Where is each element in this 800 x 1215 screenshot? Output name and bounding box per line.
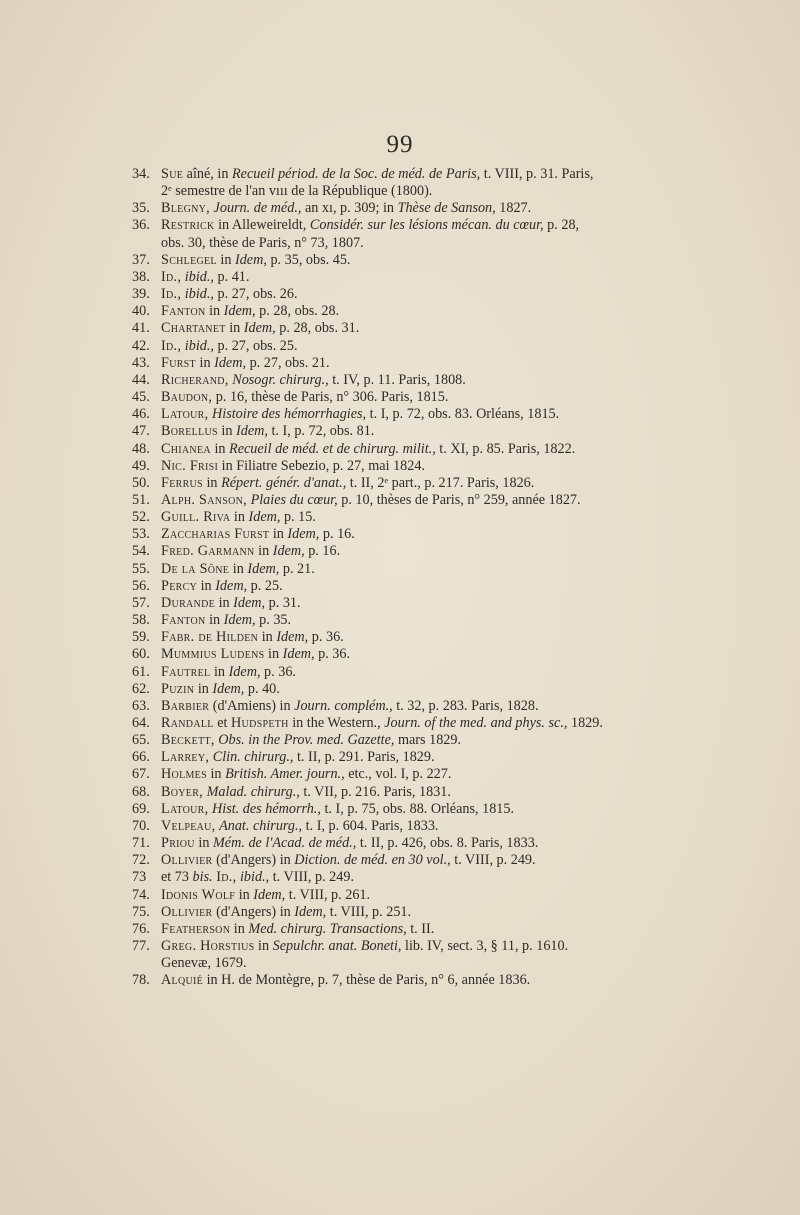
citation-text: t. I, p. 72, obs. 83. Orléans, 1815. bbox=[366, 406, 560, 423]
author-name: Ollivier bbox=[161, 903, 213, 920]
citation-text: p. 15. bbox=[280, 509, 316, 526]
citation-text: an xı, p. 309; in bbox=[301, 200, 398, 217]
author-name: Fred. Garmann bbox=[161, 543, 255, 560]
citation-text: in bbox=[235, 886, 254, 903]
citation-text: p. 35. bbox=[255, 612, 292, 629]
reference-entry bbox=[132, 835, 652, 852]
reference-number: 36. bbox=[132, 217, 150, 234]
citation-text: 2ᵉ semestre de l'an vııı de la République (1800). bbox=[161, 183, 433, 200]
reference-number: 61. bbox=[132, 663, 150, 680]
work-title: Idem, bbox=[215, 577, 248, 594]
reference-number: 71. bbox=[132, 835, 150, 852]
citation-text: in bbox=[194, 680, 213, 697]
reference-entry bbox=[132, 217, 652, 234]
citation-text: t. VIII, p. 249. bbox=[450, 852, 536, 869]
reference-number: 40. bbox=[132, 303, 150, 320]
author-name: Nic. Frisi bbox=[161, 457, 219, 474]
citation-text: p. 28, obs. 28. bbox=[255, 303, 340, 320]
reference-number: 69. bbox=[132, 800, 150, 817]
reference-number: 65. bbox=[132, 732, 150, 749]
author-name: Randall bbox=[161, 715, 214, 731]
work-title: Idem, bbox=[233, 594, 266, 611]
citation-text: p. 21. bbox=[279, 560, 315, 577]
author-name: Mummius Ludens bbox=[161, 646, 265, 663]
reference-entry bbox=[132, 269, 652, 286]
reference-number: 67. bbox=[132, 766, 150, 783]
reference-number: 70. bbox=[132, 817, 150, 834]
reference-entry bbox=[132, 561, 652, 578]
work-title: ibid., bbox=[239, 869, 270, 886]
author-name: Guill. Riva bbox=[161, 509, 231, 526]
citation-text: t. XI, p. 85. Paris, 1822. bbox=[435, 440, 576, 457]
reference-entry bbox=[132, 818, 652, 835]
citation-text: in bbox=[258, 629, 277, 646]
reference-entry bbox=[132, 732, 652, 749]
reference-entry bbox=[132, 543, 652, 560]
citation-text: p. 36. bbox=[314, 646, 351, 663]
work-title: Nosogr. chirurg., bbox=[232, 371, 329, 388]
work-title: Idem, bbox=[212, 680, 245, 697]
work-title: Idem, bbox=[253, 886, 286, 903]
author-name: Id., bbox=[216, 869, 237, 886]
citation-text: in Filiatre Sebezio, p. 27, mai 1824. bbox=[218, 457, 425, 474]
author-name: Beckett, bbox=[161, 732, 215, 749]
reference-number: 42. bbox=[132, 337, 150, 354]
author-name: Fanton bbox=[161, 303, 206, 320]
work-title: Hist. des hémorrh., bbox=[212, 800, 321, 817]
work-title: Idem, bbox=[223, 303, 256, 320]
citation-text: Genevæ, 1679. bbox=[161, 955, 247, 972]
work-title: Thèse de Sanson, bbox=[397, 200, 496, 217]
author-name: Puzin bbox=[161, 680, 195, 697]
author-name: Durande bbox=[161, 594, 216, 611]
reference-number: 45. bbox=[132, 389, 150, 406]
work-title: Répert. génér. d'anat., bbox=[221, 474, 347, 491]
work-title: Malad. chirurg., bbox=[206, 783, 300, 800]
citation-text: in bbox=[205, 303, 224, 320]
reference-number: 60. bbox=[132, 646, 150, 663]
author-name: Featherson bbox=[161, 920, 231, 937]
author-name: Priou bbox=[161, 835, 195, 852]
citation-text: t. II, p. 426, obs. 8. Paris, 1833. bbox=[356, 835, 539, 852]
citation-text: in bbox=[269, 526, 288, 543]
author-name: De la Sône bbox=[161, 560, 230, 577]
citation-text: in bbox=[195, 354, 215, 371]
citation-text: p. 35, obs. 45. bbox=[266, 251, 351, 268]
reference-entry bbox=[132, 406, 652, 423]
reference-entry bbox=[132, 389, 652, 406]
reference-entry bbox=[132, 458, 652, 475]
work-title: British. Amer. journ., bbox=[225, 766, 345, 783]
author-name: Chartanet bbox=[161, 320, 226, 337]
reference-entry bbox=[132, 904, 652, 921]
reference-entry bbox=[132, 938, 652, 955]
citation-text: in bbox=[197, 577, 216, 594]
reference-entry bbox=[132, 698, 652, 715]
citation-text: in bbox=[205, 612, 224, 629]
reference-number: 39. bbox=[132, 286, 150, 303]
author-name: Fanton bbox=[161, 612, 206, 629]
work-title: Anat. chirurg., bbox=[219, 817, 303, 834]
citation-text: in bbox=[264, 646, 283, 663]
work-title: ibid., bbox=[184, 286, 214, 303]
author-name: Id., bbox=[161, 268, 182, 285]
reference-entry bbox=[132, 612, 652, 629]
reference-number: 63. bbox=[132, 697, 150, 714]
citation-text: in bbox=[254, 938, 273, 955]
reference-entry bbox=[132, 320, 652, 337]
reference-number: 50. bbox=[132, 474, 150, 491]
work-title: Considér. sur les lésions mécan. du cœur, bbox=[309, 217, 544, 234]
reference-number: 74. bbox=[132, 886, 150, 903]
author-name: Id., bbox=[161, 337, 182, 354]
citation-text: t. IV, p. 11. Paris, 1808. bbox=[328, 371, 466, 388]
citation-text: et bbox=[213, 715, 232, 731]
author-name: Velpeau, bbox=[161, 817, 216, 834]
reference-entry bbox=[132, 852, 652, 869]
work-title: Journ. de méd., bbox=[213, 200, 302, 217]
reference-entry bbox=[132, 784, 652, 801]
author-name: Greg. Horstius bbox=[161, 938, 255, 955]
work-title: Journ. of the med. and phys. sc., bbox=[384, 715, 568, 731]
citation-text: p. 10, thèses de Paris, n° 259, année 1827. bbox=[337, 491, 581, 508]
author-name: Richerand, bbox=[161, 371, 229, 388]
reference-number: 64. bbox=[132, 715, 150, 731]
author-name: Chianea bbox=[161, 440, 211, 457]
citation-text: t. I, p. 75, obs. 88. Orléans, 1815. bbox=[320, 800, 515, 817]
author-name: Furst bbox=[161, 354, 196, 371]
citation-text: in H. de Montègre, p. 7, thèse de Paris, n° 6, année 1836. bbox=[203, 972, 531, 989]
work-title: Idem, bbox=[248, 509, 281, 526]
work-title: Idem, bbox=[272, 543, 305, 560]
reference-number: 76. bbox=[132, 920, 150, 937]
reference-number: 35. bbox=[132, 200, 150, 217]
reference-continuation-line bbox=[132, 183, 652, 200]
author-name: Alph. Sanson, bbox=[161, 491, 248, 508]
reference-entry bbox=[132, 252, 652, 269]
citation-text: in bbox=[230, 509, 249, 526]
work-title: Idem, bbox=[287, 526, 320, 543]
author-name: Hudspeth bbox=[231, 715, 289, 731]
citation-text: t. II. bbox=[406, 920, 435, 937]
reference-number: 51. bbox=[132, 491, 150, 508]
author-name: Ollivier bbox=[161, 852, 213, 869]
author-name: Boyer, bbox=[161, 783, 204, 800]
reference-entry bbox=[132, 921, 652, 938]
citation-text: in bbox=[254, 543, 273, 560]
author-name: Baudon, bbox=[161, 389, 213, 406]
work-title: Idem, bbox=[228, 663, 261, 680]
citation-text: p. 16, thèse de Paris, n° 306. Paris, 1815. bbox=[212, 389, 449, 406]
reference-number: 48. bbox=[132, 440, 150, 457]
reference-entry bbox=[132, 372, 652, 389]
reference-entry bbox=[132, 286, 652, 303]
work-title: bis. bbox=[192, 869, 213, 886]
author-name: Latour, bbox=[161, 406, 209, 423]
citation-text: p. 28, obs. 31. bbox=[275, 320, 360, 337]
citation-text: in bbox=[217, 423, 237, 440]
reference-entry bbox=[132, 766, 652, 783]
reference-number: 46. bbox=[132, 406, 150, 423]
work-title: Recueil de méd. et de chirurg. milit., bbox=[229, 440, 436, 457]
reference-number: 59. bbox=[132, 629, 150, 646]
reference-entry bbox=[132, 664, 652, 681]
citation-text: p. 27, obs. 21. bbox=[246, 354, 330, 371]
citation-text: in bbox=[206, 766, 226, 783]
page-number: 99 bbox=[386, 131, 414, 158]
reference-entry bbox=[132, 303, 652, 320]
citation-text: (d'Angers) in bbox=[212, 852, 295, 869]
reference-number: 78. bbox=[132, 972, 150, 989]
citation-text: p. 31. bbox=[265, 594, 301, 611]
reference-continuation-line bbox=[132, 235, 652, 252]
citation-text: (d'Amiens) in bbox=[209, 697, 295, 714]
work-title: Idem, bbox=[223, 612, 256, 629]
reference-number: 47. bbox=[132, 423, 150, 440]
author-name: Latour, bbox=[161, 800, 209, 817]
reference-entry bbox=[132, 646, 652, 663]
reference-number: 43. bbox=[132, 354, 150, 371]
reference-number: 66. bbox=[132, 749, 150, 766]
author-name: Percy bbox=[161, 577, 198, 594]
citation-text: t. II, p. 291. Paris, 1829. bbox=[293, 749, 435, 766]
reference-number: 49. bbox=[132, 457, 150, 474]
citation-text: 1827. bbox=[495, 200, 532, 217]
reference-number: 75. bbox=[132, 903, 150, 920]
citation-text: p. 40. bbox=[244, 680, 280, 697]
work-title: ibid., bbox=[184, 268, 214, 285]
work-title: Clin. chirurg., bbox=[212, 749, 294, 766]
work-title: Mém. de l'Acad. de méd., bbox=[212, 835, 357, 852]
citation-text: t. VIII, p. 249. bbox=[269, 869, 355, 886]
citation-text: in bbox=[215, 594, 234, 611]
author-name: Larrey, bbox=[161, 749, 210, 766]
reference-number: 72. bbox=[132, 852, 150, 869]
reference-number: 37. bbox=[132, 251, 150, 268]
reference-number: 38. bbox=[132, 268, 150, 285]
citation-text: in bbox=[194, 835, 213, 852]
citation-text: p. 28, bbox=[543, 217, 580, 234]
reference-number: 52. bbox=[132, 509, 150, 526]
citation-text: t. 32, p. 283. Paris, 1828. bbox=[392, 697, 539, 714]
citation-text: in bbox=[216, 251, 235, 268]
citation-text: in bbox=[210, 440, 230, 457]
reference-entry bbox=[132, 578, 652, 595]
reference-entry bbox=[132, 475, 652, 492]
citation-text: t. VIII, p. 31. Paris, bbox=[480, 166, 594, 182]
reference-number: 62. bbox=[132, 680, 150, 697]
citation-text: p. 36. bbox=[260, 663, 296, 680]
citation-text: in Alleweireldt, bbox=[214, 217, 310, 234]
work-title: Idem, bbox=[282, 646, 315, 663]
reference-entry bbox=[132, 200, 652, 217]
citation-text: mars 1829. bbox=[394, 732, 462, 749]
citation-text: t. I, p. 72, obs. 81. bbox=[267, 423, 375, 440]
citation-text: p. 36. bbox=[308, 629, 344, 646]
author-name: Ferrus bbox=[161, 474, 203, 491]
reference-number: 77. bbox=[132, 938, 150, 955]
author-name: Idonis Wolf bbox=[161, 886, 236, 903]
citation-text: in bbox=[229, 560, 248, 577]
citation-text: t. I, p. 604. Paris, 1833. bbox=[302, 817, 439, 834]
author-name: Zaccharias Furst bbox=[161, 526, 270, 543]
reference-number: 53. bbox=[132, 526, 150, 543]
reference-entry bbox=[132, 681, 652, 698]
reference-entry bbox=[132, 526, 652, 543]
reference-number: 57. bbox=[132, 594, 150, 611]
citation-text: t. VIII, p. 261. bbox=[285, 886, 371, 903]
citation-text: t. VII, p. 216. Paris, 1831. bbox=[299, 783, 451, 800]
citation-text: t. VIII, p. 251. bbox=[326, 903, 412, 920]
reference-entry bbox=[132, 629, 652, 646]
citation-text: et 73 bbox=[161, 869, 193, 886]
reference-number: 54. bbox=[132, 543, 150, 560]
work-title: Idem, bbox=[247, 560, 280, 577]
reference-entry bbox=[132, 715, 652, 732]
citation-text: p. 25. bbox=[247, 577, 283, 594]
reference-number: 41. bbox=[132, 320, 150, 337]
citation-text: p. 27, obs. 26. bbox=[213, 286, 298, 303]
reference-entry bbox=[132, 441, 652, 458]
citation-text: in the Western., bbox=[288, 715, 385, 731]
citation-text: in bbox=[230, 920, 249, 937]
reference-entry bbox=[132, 869, 652, 886]
work-title: Sepulchr. anat. Boneti, bbox=[272, 938, 402, 955]
work-title: Idem, bbox=[276, 629, 309, 646]
work-title: Idem, bbox=[214, 354, 247, 371]
citation-text: t. II, 2ᵉ part., p. 217. Paris, 1826. bbox=[346, 474, 535, 491]
work-title: Idem, bbox=[234, 251, 267, 268]
citation-text: 1829. bbox=[567, 715, 603, 731]
author-name: Id., bbox=[161, 286, 182, 303]
reference-number: 44. bbox=[132, 371, 150, 388]
work-title: Recueil périod. de la Soc. de méd. de Paris, bbox=[231, 166, 481, 182]
reference-entry bbox=[132, 801, 652, 818]
reference-number: 73 bbox=[132, 869, 147, 886]
author-name: Holmes bbox=[161, 766, 207, 783]
citation-text: obs. 30, thèse de Paris, n° 73, 1807. bbox=[161, 234, 364, 251]
citation-text: in bbox=[210, 663, 229, 680]
author-name: Blegny, bbox=[161, 200, 210, 217]
reference-entry bbox=[132, 972, 652, 989]
reference-entry bbox=[132, 887, 652, 904]
reference-entry bbox=[132, 166, 652, 183]
citation-text: aîné, in bbox=[183, 166, 232, 182]
citation-text: in bbox=[225, 320, 244, 337]
reference-number: 55. bbox=[132, 560, 150, 577]
reference-continuation-line bbox=[132, 955, 652, 972]
citation-text: p. 16. bbox=[319, 526, 355, 543]
citation-text: p. 27, obs. 25. bbox=[213, 337, 298, 354]
work-title: Obs. in the Prov. med. Gazette, bbox=[218, 732, 395, 749]
citation-text: etc., vol. I, p. 227. bbox=[344, 766, 452, 783]
reference-number: 58. bbox=[132, 612, 150, 629]
reference-number: 56. bbox=[132, 577, 150, 594]
author-name: Sue bbox=[161, 166, 184, 182]
reference-entry bbox=[132, 338, 652, 355]
reference-entry bbox=[132, 595, 652, 612]
work-title: Idem, bbox=[243, 320, 276, 337]
author-name: Borellus bbox=[161, 423, 218, 440]
reference-entry bbox=[132, 749, 652, 766]
work-title: ibid., bbox=[184, 337, 214, 354]
work-title: Diction. de méd. en 30 vol., bbox=[294, 852, 451, 869]
reference-entry bbox=[132, 492, 652, 509]
work-title: Idem, bbox=[236, 423, 268, 440]
citation-text: p. 16. bbox=[304, 543, 341, 560]
author-name: Barbier bbox=[161, 697, 210, 714]
reference-number: 68. bbox=[132, 783, 150, 800]
author-name: Schlegel bbox=[161, 251, 217, 268]
work-title: Idem, bbox=[294, 903, 327, 920]
author-name: Restrick bbox=[161, 217, 215, 234]
citation-text: in bbox=[202, 474, 222, 491]
reference-list bbox=[132, 166, 652, 990]
citation-text: lib. IV, sect. 3, § 11, p. 1610. bbox=[401, 938, 569, 955]
citation-text: p. 41. bbox=[213, 268, 250, 285]
reference-entry bbox=[132, 509, 652, 526]
reference-number: 34. bbox=[132, 166, 150, 182]
author-name: Fautrel bbox=[161, 663, 211, 680]
work-title: Plaies du cœur, bbox=[250, 491, 338, 508]
work-title: Journ. complém., bbox=[294, 697, 393, 714]
work-title: Histoire des hémorrhagies, bbox=[212, 406, 367, 423]
reference-entry bbox=[132, 355, 652, 372]
citation-text: (d'Angers) in bbox=[212, 903, 295, 920]
author-name: Fabr. de Hilden bbox=[161, 629, 259, 646]
author-name: Alquié bbox=[161, 972, 204, 989]
reference-entry bbox=[132, 423, 652, 440]
work-title: Med. chirurg. Transactions, bbox=[248, 920, 407, 937]
